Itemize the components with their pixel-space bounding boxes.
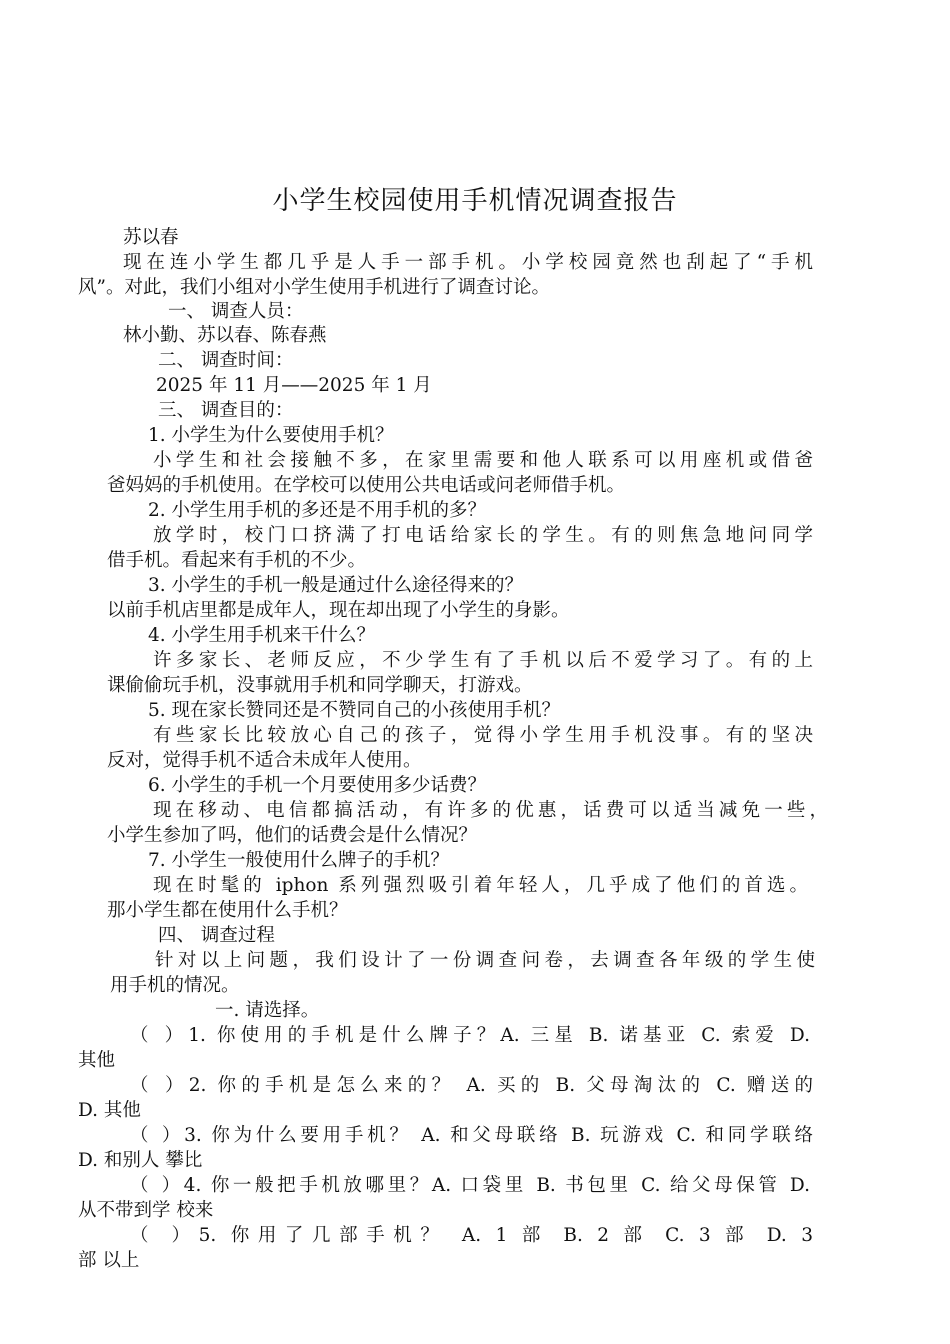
answer-line: 现在移动、电信都搞活动，有许多的优惠，话费可以适当减免一些， <box>153 800 828 821</box>
answer-line: 反对，觉得手机不适合未成年人使用。 <box>107 750 422 771</box>
survey-item: D. 其他 <box>78 1100 141 1121</box>
question-text: 1. 小学生为什么要使用手机？ <box>148 425 394 446</box>
author-name: 苏以春 <box>123 227 179 248</box>
survey-item: （ ）1. 你使用的手机是什么牌子？A. 三星 B. 诺基亚 C. 索爱 D. <box>130 1025 810 1046</box>
question-text: 6. 小学生的手机一个月要使用多少话费？ <box>148 775 487 796</box>
answer-line: 借手机。看起来有手机的不少。 <box>107 550 367 571</box>
question-text: 3. 小学生的手机一般是通过什么途径得来的？ <box>148 575 524 596</box>
section-content: 针对以上问题，我们设计了一份调查问卷，去调查各年级的学生使 <box>155 950 815 971</box>
question-text: 7. 小学生一般使用什么牌子的手机？ <box>148 850 450 871</box>
section-heading: 三、 调查目的： <box>158 400 294 421</box>
answer-line: 课偷偷玩手机，没事就用手机和同学聊天，打游戏。 <box>107 675 533 696</box>
survey-item: （ ）4. 你一般把手机放哪里？A. 口袋里 B. 书包里 C. 给父母保管 D. <box>130 1175 810 1196</box>
question-text: 4. 小学生用手机来干什么？ <box>148 625 376 646</box>
answer-line: 许多家长、老师反应，不少学生有了手机以后不爱学习了。有的上 <box>153 650 813 671</box>
intro-line: 现在连小学生都几乎是人手一部手机。小学校园竟然也刮起了“手机 <box>123 252 813 273</box>
answer-line: 爸妈妈的手机使用。在学校可以使用公共电话或问老师借手机。 <box>107 475 626 496</box>
question-text: 2. 小学生用手机的多还是不用手机的多？ <box>148 500 487 521</box>
section-heading: 一、 调查人员： <box>168 301 304 322</box>
answer-line: 小学生参加了吗，他们的话费会是什么情况？ <box>107 825 478 846</box>
answer-line: 有些家长比较放心自己的孩子，觉得小学生用手机没事。有的坚决 <box>153 725 813 746</box>
answer-line: 小学生和社会接触不多，在家里需要和他人联系可以用座机或借爸 <box>153 450 813 471</box>
section-content: 林小勤、苏以春、陈春燕 <box>123 325 327 346</box>
section-heading: 二、 调查时间： <box>158 350 294 371</box>
section-content: 2025 年 11 月——2025 年 1 月 <box>156 375 432 396</box>
answer-line: 现在时髦的 iphon 系列强烈吸引着年轻人，几乎成了他们的首选。 <box>153 875 808 896</box>
answer-line: 那小学生都在使用什么手机？ <box>107 900 348 921</box>
survey-item: （ ）3. 你为什么要用手机？ A. 和父母联络 B. 玩游戏 C. 和同学联络 <box>130 1125 813 1146</box>
answer-line: 以前手机店里都是成年人，现在却出现了小学生的身影。 <box>107 600 570 621</box>
answer-line: 放学时，校门口挤满了打电话给家长的学生。有的则焦急地问同学 <box>153 525 813 546</box>
sub-heading: 一. 请选择。 <box>215 1000 320 1021</box>
section-heading: 四、 调查过程 <box>158 925 275 946</box>
section-content: 用手机的情况。 <box>110 975 240 996</box>
survey-item: D. 和别人 攀比 <box>78 1150 203 1171</box>
survey-item: 从不带到学 校来 <box>78 1200 214 1221</box>
question-text: 5. 现在家长赞同还是不赞同自己的小孩使用手机？ <box>148 700 561 721</box>
survey-item: （ ）2. 你的手机是怎么来的？ A. 买的 B. 父母淘汰的 C. 赠送的 <box>130 1075 813 1096</box>
survey-item: （ ）5. 你用了几部手机？ A. 1 部 B. 2 部 C. 3 部 D. 3 <box>130 1225 813 1246</box>
survey-item: 其他 <box>78 1050 116 1071</box>
survey-item: 部 以上 <box>78 1250 140 1271</box>
document-title: 小学生校园使用手机情况调查报告 <box>272 186 678 216</box>
intro-line: 风”。对此，我们小组对小学生使用手机进行了调查讨论。 <box>78 277 550 298</box>
